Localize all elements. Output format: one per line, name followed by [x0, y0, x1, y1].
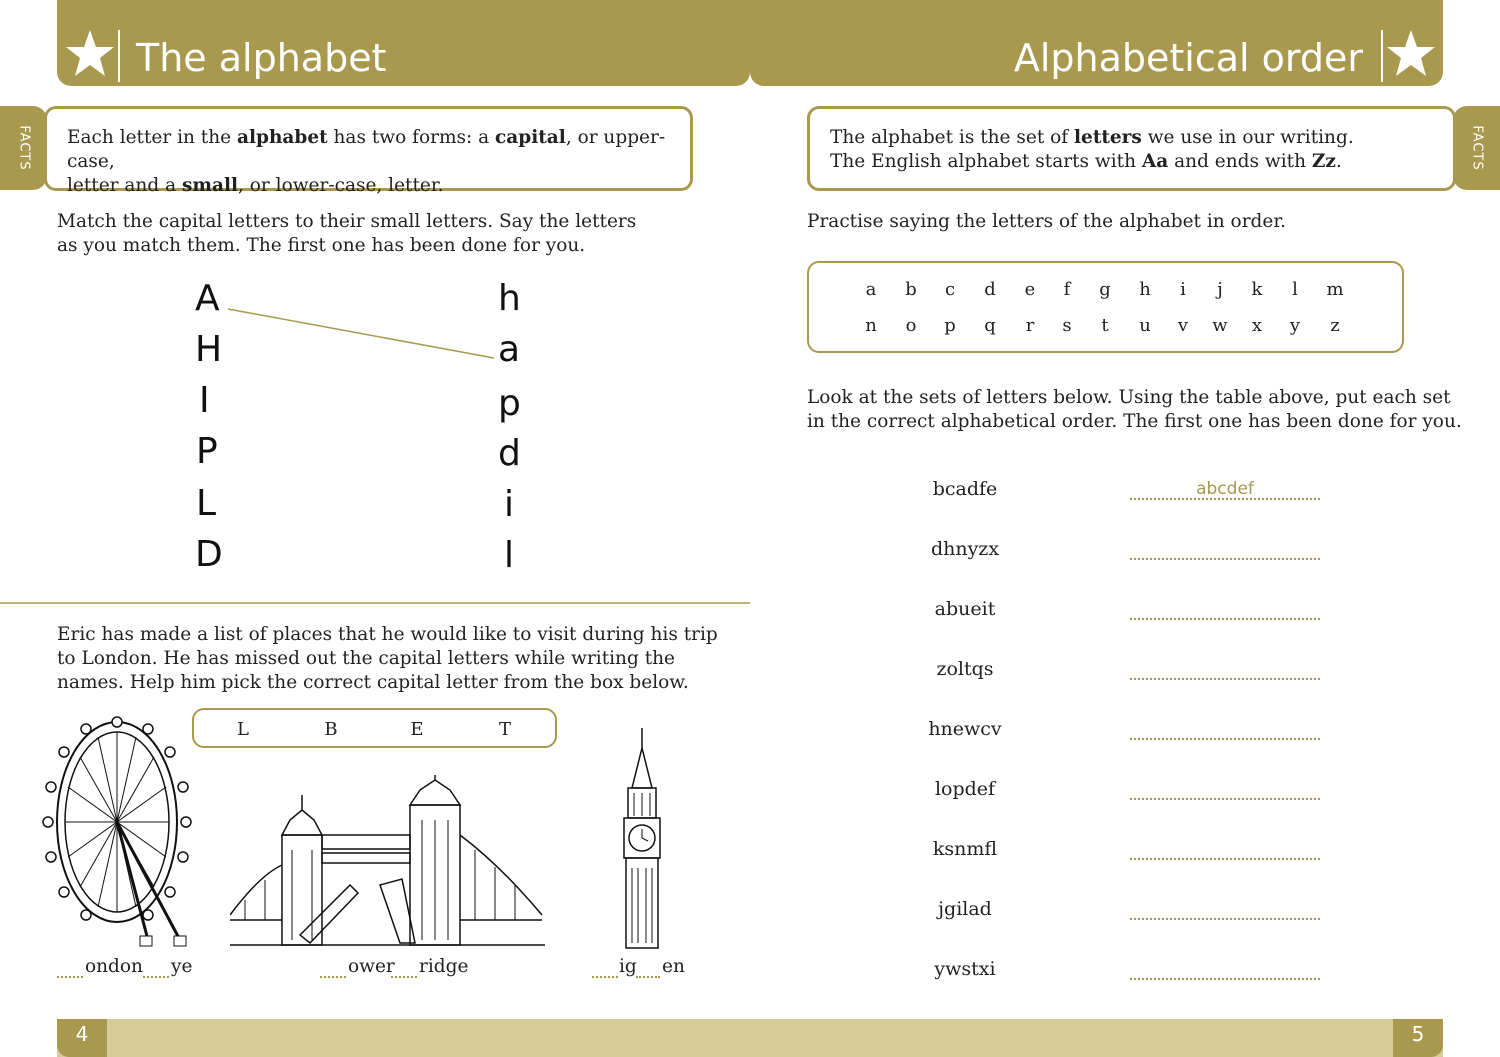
alphabet-letter: h: [1139, 279, 1151, 300]
alphabet-letter: g: [1099, 279, 1111, 300]
answer-line[interactable]: [1130, 618, 1320, 620]
letter-sequence: zoltqs: [936, 658, 994, 680]
fact-line: Each letter in the alphabet has two forms: a capital, or upper-case,: [67, 127, 666, 172]
alphabet-letter: q: [984, 315, 996, 336]
alphabet-letter: a: [865, 279, 877, 300]
alphabet-letter: f: [1063, 279, 1071, 300]
facts-tab-label: FACTS: [1469, 125, 1484, 171]
choice-letter: T: [498, 719, 511, 740]
blank-line: [143, 976, 169, 978]
match-instruction: Match the capital letters to their small letters. Say the letters as you match them. The first one has been done for you.: [57, 211, 637, 256]
alphabet-letter: e: [1024, 279, 1036, 300]
caption-text: ondon: [85, 956, 143, 977]
small-letter: p: [498, 383, 521, 424]
alphabet-table: [807, 261, 1404, 353]
alphabet-letter: r: [1025, 315, 1035, 336]
answer-line[interactable]: [1130, 738, 1320, 740]
letter-sequence: jgilad: [938, 898, 992, 920]
choice-letter: E: [410, 719, 424, 740]
alphabet-letter: p: [944, 315, 956, 336]
fact-line: The alphabet is the set of letters we use in our writing.: [830, 127, 1354, 148]
caption-text: ye: [171, 956, 193, 977]
alphabet-letter: k: [1251, 279, 1263, 300]
page-number-left: 4: [57, 1019, 107, 1057]
example-answer: abcdef: [1196, 479, 1254, 499]
caption-text: en: [662, 956, 685, 977]
blank-line: [592, 976, 618, 978]
big-ben-illustration: [612, 728, 672, 950]
letter-sequence: dhnyzx: [930, 538, 1000, 560]
alphabet-letter: l: [1292, 279, 1298, 300]
page-number-right: 5: [1393, 1019, 1443, 1057]
letter-sequence: bcadfe: [932, 478, 998, 500]
blank-line: [320, 976, 346, 978]
answer-line[interactable]: [1130, 858, 1320, 860]
alphabet-letter: m: [1326, 279, 1344, 300]
alphabet-letter: v: [1177, 315, 1189, 336]
letter-sequence: abueit: [934, 598, 996, 620]
choice-letter: B: [324, 719, 338, 740]
alphabet-letter: s: [1062, 315, 1072, 336]
small-letter: a: [498, 329, 521, 370]
facts-tab-label: FACTS: [16, 125, 31, 171]
fact-line: The English alphabet starts with Aa and ends with Zz.: [830, 151, 1342, 172]
caption-text: ridge: [419, 956, 469, 977]
alphabet-letter: u: [1139, 315, 1151, 336]
alphabet-letter: n: [865, 315, 877, 336]
small-letter: i: [504, 484, 515, 525]
blank-line: [391, 976, 417, 978]
alphabet-letter: o: [905, 315, 917, 336]
alphabet-letter: y: [1289, 315, 1301, 336]
letter-sequence: lopdef: [934, 778, 996, 800]
blank-line: [636, 976, 660, 978]
small-letter: d: [498, 433, 521, 474]
choice-letter: L: [237, 719, 249, 740]
small-letter: l: [504, 535, 515, 576]
alphabet-letter: d: [984, 279, 996, 300]
alphabet-letter: z: [1330, 315, 1340, 336]
alphabet-letter: c: [944, 279, 956, 300]
london-eye-illustration: [40, 712, 200, 952]
letter-sequence: ksnmfl: [932, 838, 998, 860]
capital-letter: L: [196, 483, 217, 524]
alphabet-letter: w: [1212, 315, 1228, 336]
capital-letter: I: [199, 380, 210, 421]
answer-line[interactable]: [1130, 798, 1320, 800]
alphabet-letter: t: [1101, 315, 1109, 336]
page-title-right: Alphabetical order: [1013, 36, 1363, 80]
alphabet-letter: j: [1217, 279, 1223, 300]
practise-instruction: Practise saying the letters of the alphabet in order.: [807, 211, 1287, 232]
answer-line[interactable]: [1130, 978, 1320, 980]
small-letter: h: [498, 278, 521, 319]
letter-sequence: hnewcv: [928, 718, 1002, 740]
capital-letter: A: [195, 278, 220, 319]
alphabet-letter: i: [1180, 279, 1186, 300]
fact-line: letter and a small, or lower-case, letter.: [67, 175, 444, 196]
footer-bar: [57, 1019, 1443, 1057]
letter-sequence: ywstxi: [934, 958, 996, 980]
capital-letter: H: [195, 329, 223, 370]
tower-bridge-illustration: [230, 775, 545, 950]
order-instruction: Look at the sets of letters below. Using the table above, put each set in the correct alphabetical order. The first one has been done for you.: [807, 387, 1462, 432]
answer-line[interactable]: [1130, 918, 1320, 920]
caption-text: ig: [619, 956, 637, 977]
capital-letter: D: [195, 534, 223, 575]
capital-letter: P: [196, 431, 218, 472]
london-instruction: Eric has made a list of places that he would like to visit during his trip to London. He has missed out the capital letters while writing the names. Help him pick the correct capital letter from the box below.: [57, 624, 718, 693]
page-title: The alphabet: [136, 36, 387, 80]
blank-line: [57, 976, 83, 978]
alphabet-letter: b: [905, 279, 917, 300]
caption-text: ower: [348, 956, 395, 977]
answer-line[interactable]: [1130, 678, 1320, 680]
answer-line[interactable]: [1130, 558, 1320, 560]
alphabet-letter: x: [1251, 315, 1263, 336]
